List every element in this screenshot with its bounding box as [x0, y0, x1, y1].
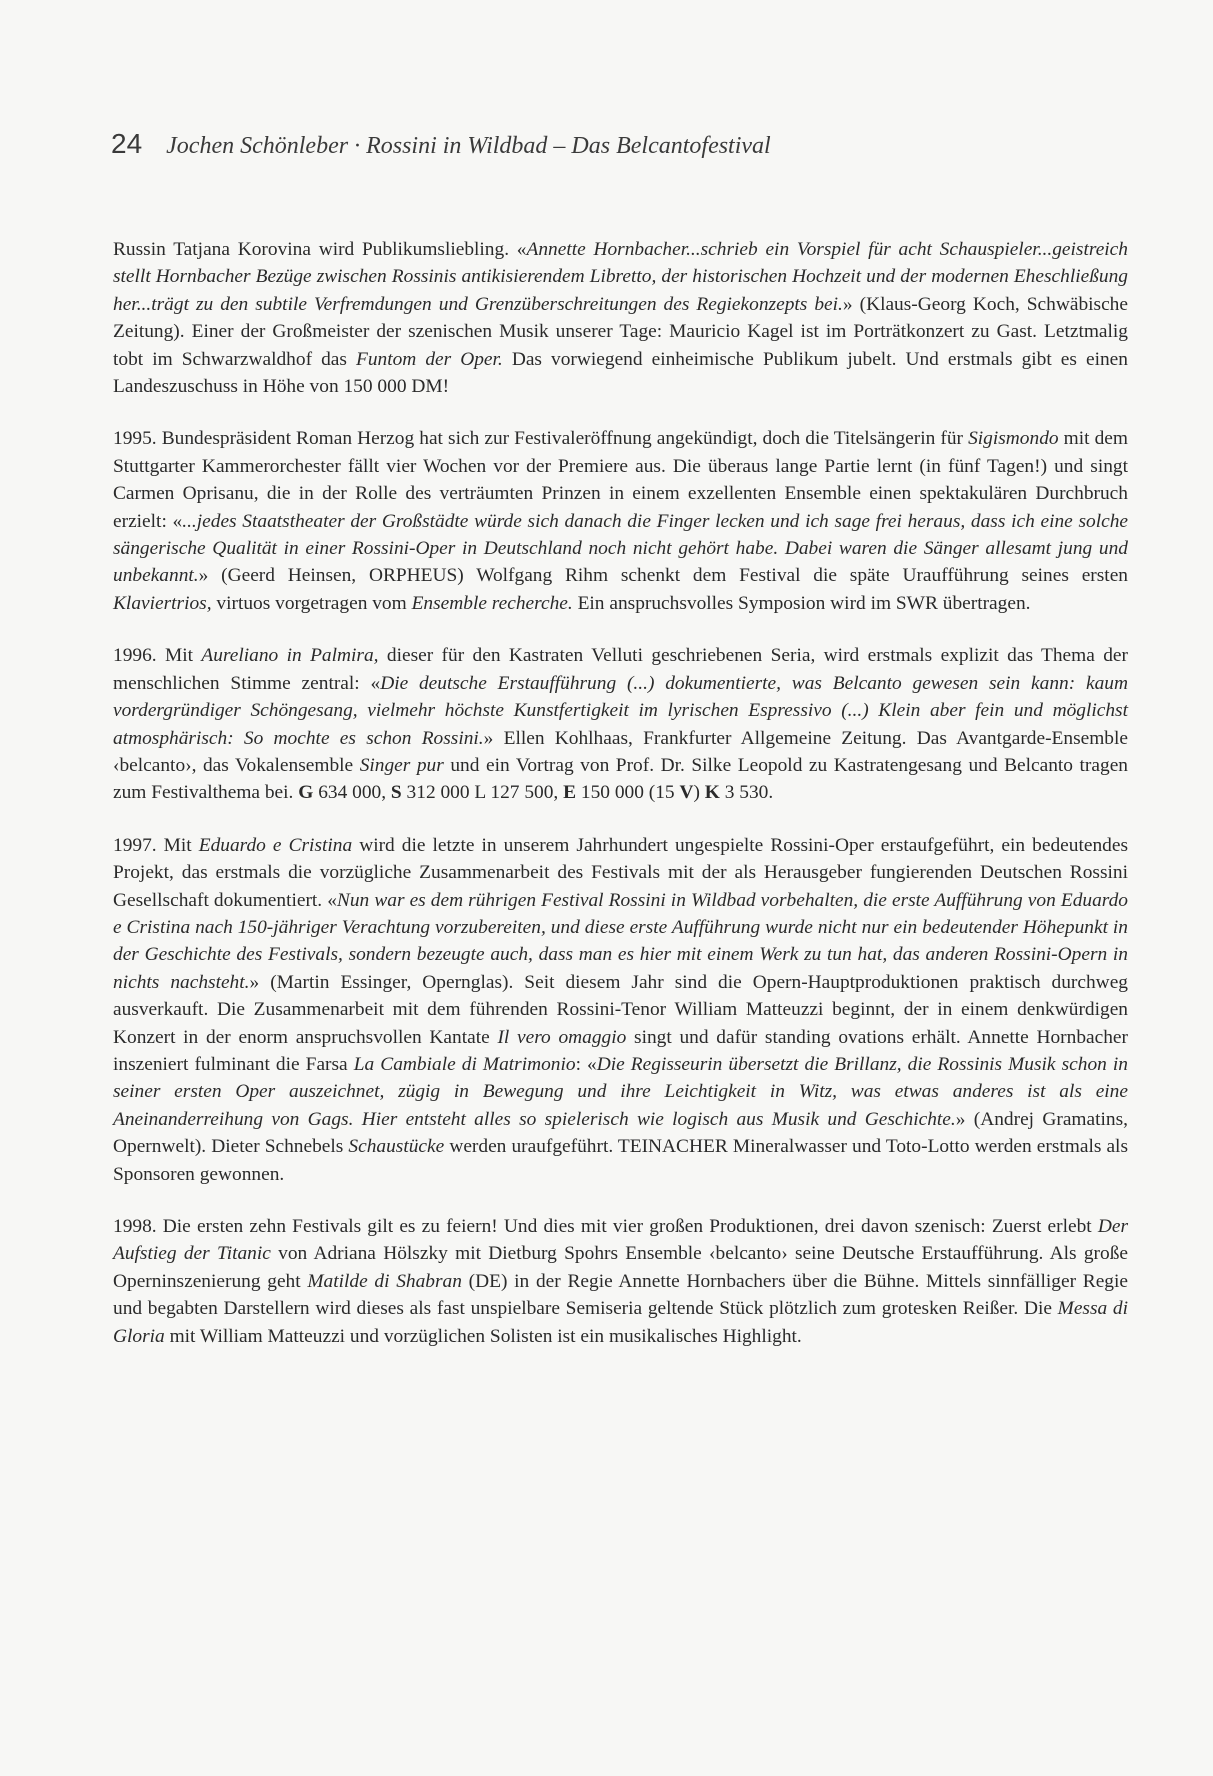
text-run: La Cambiale di Matrimonio	[353, 1053, 576, 1075]
text-run: virtuos vorgetragen vom	[211, 592, 412, 614]
text-run: Annette Hornbacher...schrieb ein Vorspiel für acht Schauspieler...geistreich stellt Hornbacher Bezüge zwischen Rossinis antikisierendem Libretto, der historischen Hochzeit und der modernen Eheschließung her...trägt zu den subtile Verfremdungen und Grenzüberschreitungen des Regiekonzepts bei.	[113, 239, 1128, 315]
text-run: dieser für den Kastraten Velluti geschriebenen Seria, wird erstmals explizit das Thema der menschlichen Stimme zentral: «	[113, 645, 1128, 694]
text-run: E	[563, 782, 577, 804]
text-run: werden uraufgeführt. TEINACHER Mineralwasser und Toto-Lotto werden erstmals als Sponsoren gewonnen.	[113, 1136, 1128, 1185]
text-run: V	[679, 782, 694, 804]
text-run: » (Klaus-Georg Koch, Schwäbische Zeitung). Einer der Großmeister der szenischen Musik unserer Tage: Mauricio Kagel ist im Porträtkonzert zu Gast. Letztmalig tobt im Schwarzwaldhof das	[113, 293, 1128, 370]
text-run: )	[693, 782, 705, 804]
text-run: Funtom der Oper.	[355, 348, 503, 370]
text-run: Ein anspruchsvolles Symposion wird im SWR übertragen.	[572, 592, 1031, 614]
text-run: Der Aufstieg der Titanic	[113, 1216, 1128, 1265]
text-run: singt und dafür standing ovations erhält. Annette Hornbacher inszeniert fulminant die Farsa	[113, 1026, 1128, 1075]
paragraph	[113, 236, 1128, 400]
text-run: und ein Vortrag von Prof. Dr. Silke Leopold zu Kastratengesang und Belcanto tragen zum Festivalthema bei.	[113, 754, 1128, 804]
text-run: Schaustücke	[348, 1136, 445, 1158]
text-run: 3 530.	[719, 782, 774, 804]
text-run: » Ellen Kohlhaas, Frankfurter Allgemeine Zeitung. Das Avantgarde-Ensemble ‹belcanto›, das Vokalensemble	[113, 727, 1128, 776]
paragraph	[113, 832, 1128, 1188]
text-run: Matilde di Shabran	[307, 1270, 462, 1292]
text-run: Das vorwiegend einheimische Publikum jubelt. Und erstmals gibt es einen Landeszuschuss in Höhe von 150 000 DM!	[113, 348, 1128, 398]
text-run: 312 000 L 127 500,	[401, 782, 564, 804]
text-run: K	[704, 782, 720, 804]
text-run: mit William Matteuzzi und vorzüglichen Solisten ist ein musikalisches Highlight.	[164, 1325, 802, 1347]
text-run: Klaviertrios,	[113, 592, 212, 614]
text-run: (DE) in der Regie Annette Hornbachers über die Bühne. Mittels sinnfälliger Regie und begabten Darstellern wird dieses als fast unspielbare Semiseria geltende Stück plötzlich zum grotesken Reißer. Die	[113, 1270, 1128, 1320]
text-run: 1998. Die ersten zehn Festivals gilt es zu feiern! Und dies mit vier großen Produktionen, drei davon szenisch: Zuerst erlebt	[113, 1216, 1098, 1237]
text-run: Aureliano in Palmira,	[201, 645, 379, 667]
text-run: » (Martin Essinger, Opernglas). Seit diesem Jahr sind die Opern-Hauptproduktionen praktisch durchweg ausverkauft. Die Zusammenarbeit mit dem führenden Rossini-Tenor William Matteuzzi beginnt, der in einem denkwürdigen Konzert in der enorm anspruchsvollen Kantate	[113, 971, 1128, 1048]
running-header	[111, 128, 771, 160]
text-run: wird die letzte in unserem Jahrhundert ungespielte Rossini-Oper erstaufgeführt, ein bedeutendes Projekt, das erstmals die vorzügliche Zusammenarbeit des Festivals mit der als Herausgeber fungierenden Deutschen Rossini Gesellschaft dokumentiert. «	[113, 834, 1128, 911]
text-run: 1997. Mit	[113, 834, 199, 856]
paragraph	[113, 1213, 1128, 1350]
text-run: 1996. Mit	[113, 645, 202, 667]
text-run: Eduardo e Cristina	[198, 834, 353, 856]
text-run: ...jedes Staatstheater der Großstädte würde sich danach die Finger lecken und ich sage frei heraus, dass ich eine solche sängerische Qualität in einer Rossini-Oper in Deutschland noch nicht gehört habe. Dabei waren die Sänger allesamt jung und unbekannt.	[113, 510, 1128, 587]
text-run: : «	[575, 1053, 597, 1075]
text-run: G	[298, 782, 314, 804]
text-run: » (Andrej Gramatins, Opernwelt). Dieter Schnebels	[113, 1108, 1128, 1158]
text-run: Il vero omaggio	[497, 1026, 627, 1048]
text-run: Sigismondo	[968, 428, 1059, 450]
paragraph	[113, 642, 1128, 806]
body-text	[113, 236, 1128, 1375]
text-run: 150 000 (15	[576, 782, 680, 804]
text-run: 634 000,	[313, 782, 391, 804]
text-run: Messa di Gloria	[113, 1298, 1129, 1347]
text-run: Die deutsche Erstaufführung (...) dokumentierte, was Belcanto gewesen sein kann: kaum vordergründiger Schöngesang, vielmehr höchste Kunstfertigkeit im lyrischen Espressivo (...) Klein aber fein und möglichst atmosphärisch: So mochte es schon Rossini.	[113, 672, 1128, 749]
text-run: 1995. Bundespräsident Roman Herzog hat sich zur Festivaleröffnung angekündigt, doch die Titelsängerin für	[113, 428, 969, 450]
paragraph	[113, 425, 1128, 617]
text-run: Russin Tatjana Korovina wird Publikumsliebling. «	[113, 239, 527, 260]
text-run: Singer pur	[359, 754, 444, 776]
text-run: Die Regisseurin übersetzt die Brillanz, die Rossinis Musik schon in seiner ersten Oper auszeichnet, zügig in Bewegung und ihre Leichtigkeit in Witz, was etwas anderes ist als eine Aneinanderreihung von Gags. Hier entsteht alles so spielerisch wie logisch aus Musik und Geschichte.	[113, 1053, 1128, 1130]
running-head: Jochen Schönleber · Rossini in Wildbad – Das Belcantofestival	[166, 133, 771, 159]
text-run: mit dem Stuttgarter Kammerorchester fällt vier Wochen vor der Premiere aus. Die überaus lange Partie lernt (in fünf Tagen!) und singt Carmen Oprisanu, die in der Rolle des verträumten Prinzen in einem exzellenten Ensemble einen spektakulären Durchbruch erzielt: «	[113, 428, 1128, 532]
text-run: Ensemble recherche.	[411, 592, 573, 614]
text-run: von Adriana Hölszky mit Dietburg Spohrs Ensemble ‹belcanto› seine Deutsche Erstaufführung. Als große Operninszenierung geht	[113, 1243, 1128, 1292]
page-number: 24	[111, 128, 143, 159]
text-run: » (Geerd Heinsen, ORPHEUS) Wolfgang Rihm schenkt dem Festival die späte Uraufführung seines ersten	[198, 565, 1128, 587]
text-run: S	[390, 782, 402, 804]
text-run: Nun war es dem rührigen Festival Rossini in Wildbad vorbehalten, die erste Aufführung von Eduardo e Cristina nach 150-jähriger Verachtung vorzubereiten, und diese erste Aufführung wurde nicht nur ein bedeutender Höhepunkt in der Geschichte des Festivals, sondern bezeugte auch, dass man es hier mit einem Werk zu tun hat, das anderen Rossini-Opern in nichts nachsteht.	[113, 889, 1129, 993]
